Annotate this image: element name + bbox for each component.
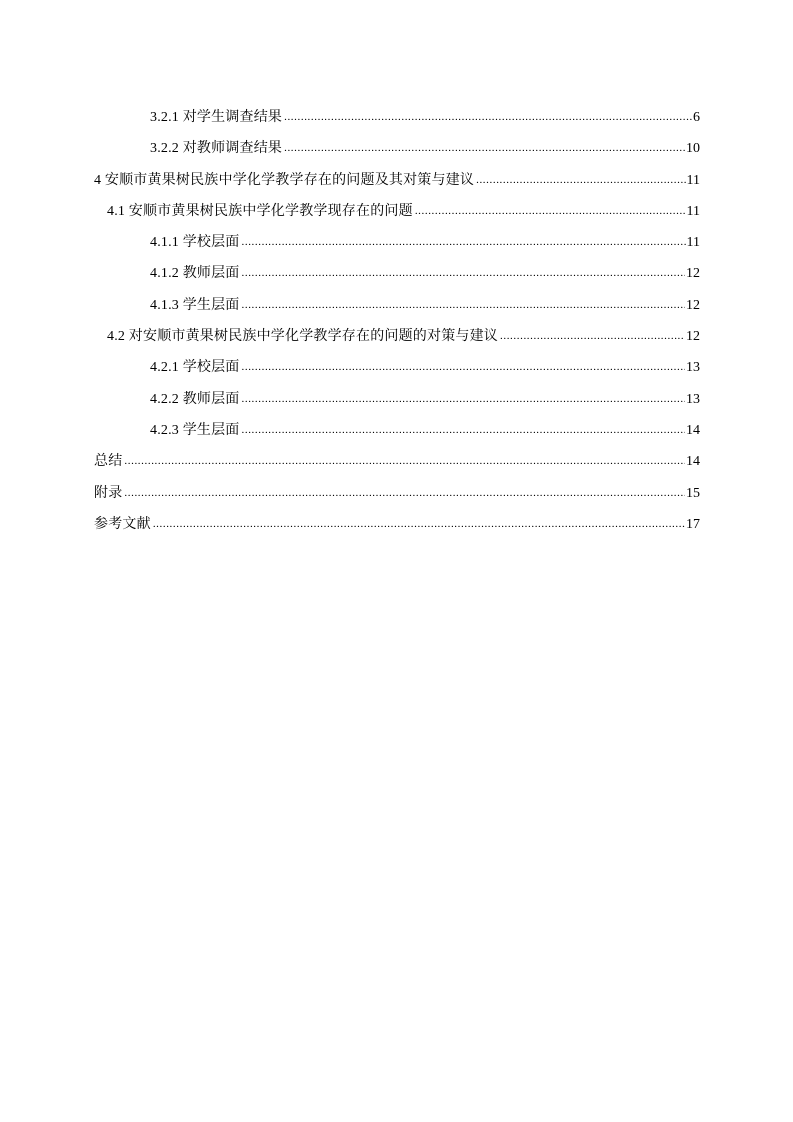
toc-dot-leader [242,420,686,440]
toc-entry-title: 4.1.3 学生层面 [150,297,240,313]
toc-dot-leader [124,483,685,503]
toc-entry-title: 4.2.2 教师层面 [150,391,240,407]
toc-entry-title: 4.2.1 学校层面 [150,360,240,376]
toc-entry-title: 3.2.1 对学生调查结果 [150,110,283,125]
toc-dot-leader [242,389,686,409]
toc-dot-leader [476,170,685,190]
toc-entry-title: 4.2 对安顺市黄果树民族中学化学教学存在的问题的对策与建议 [107,329,498,345]
toc-dot-leader [242,357,686,377]
toc-entry-title: 参考文献 [94,516,151,532]
toc-entry-title: 4 安顺市黄果树民族中学化学教学存在的问题及其对策与建议 [94,172,475,188]
toc-entry-title: 4.1 安顺市黄果树民族中学化学教学现存在的问题 [107,203,413,219]
toc-entry-title: 3.2.2 对教师调查结果 [150,141,283,157]
toc-entry-4-2[interactable] [94,327,700,358]
toc-dot-leader [242,263,686,283]
toc-entry-title: 总结 [94,454,123,470]
toc-entry-title: 附录 [94,485,123,501]
toc-dot-leader [284,107,692,127]
toc-entry-page: 14 [686,454,700,470]
toc-entry-summary[interactable] [94,452,700,483]
toc-entry-appendix[interactable] [94,484,700,515]
toc-entry-3-2-1[interactable] [94,108,700,139]
toc-dot-leader [124,451,685,471]
toc-entry-4-1-1[interactable] [94,233,700,264]
toc-entry-4-1-2[interactable] [94,264,700,295]
toc-entry-3-2-2[interactable] [94,139,700,170]
toc-dot-leader [500,326,685,346]
table-of-contents [94,108,700,546]
toc-entry-page: 12 [686,266,700,282]
toc-dot-leader [415,201,686,221]
toc-entry-references[interactable] [94,515,700,546]
toc-dot-leader [242,232,686,252]
toc-entry-4-2-2[interactable] [94,390,700,421]
toc-entry-page: 11 [686,172,700,188]
toc-entry-title: 4.1.1 学校层面 [150,235,240,251]
toc-entry-page: 12 [686,297,700,313]
toc-entry-page: 6 [693,110,700,125]
toc-entry-page: 13 [686,360,700,376]
toc-dot-leader [242,295,686,315]
toc-entry-4-1[interactable] [94,202,700,233]
toc-entry-page: 14 [686,422,700,438]
toc-entry-4-1-3[interactable] [94,296,700,327]
toc-entry-page: 12 [686,329,700,345]
toc-entry-4-2-1[interactable] [94,358,700,389]
toc-entry-title: 4.1.2 教师层面 [150,266,240,282]
toc-entry-page: 15 [686,485,700,501]
toc-entry-page: 11 [686,203,700,219]
toc-entry-page: 13 [686,391,700,407]
toc-dot-leader [153,514,685,534]
toc-entry-page: 10 [686,141,700,157]
toc-entry-page: 11 [686,235,700,251]
toc-entry-page: 17 [686,516,700,532]
toc-entry-4-2-3[interactable] [94,421,700,452]
toc-entry-title: 4.2.3 学生层面 [150,422,240,438]
toc-entry-4[interactable] [94,171,700,202]
toc-dot-leader [284,138,685,158]
